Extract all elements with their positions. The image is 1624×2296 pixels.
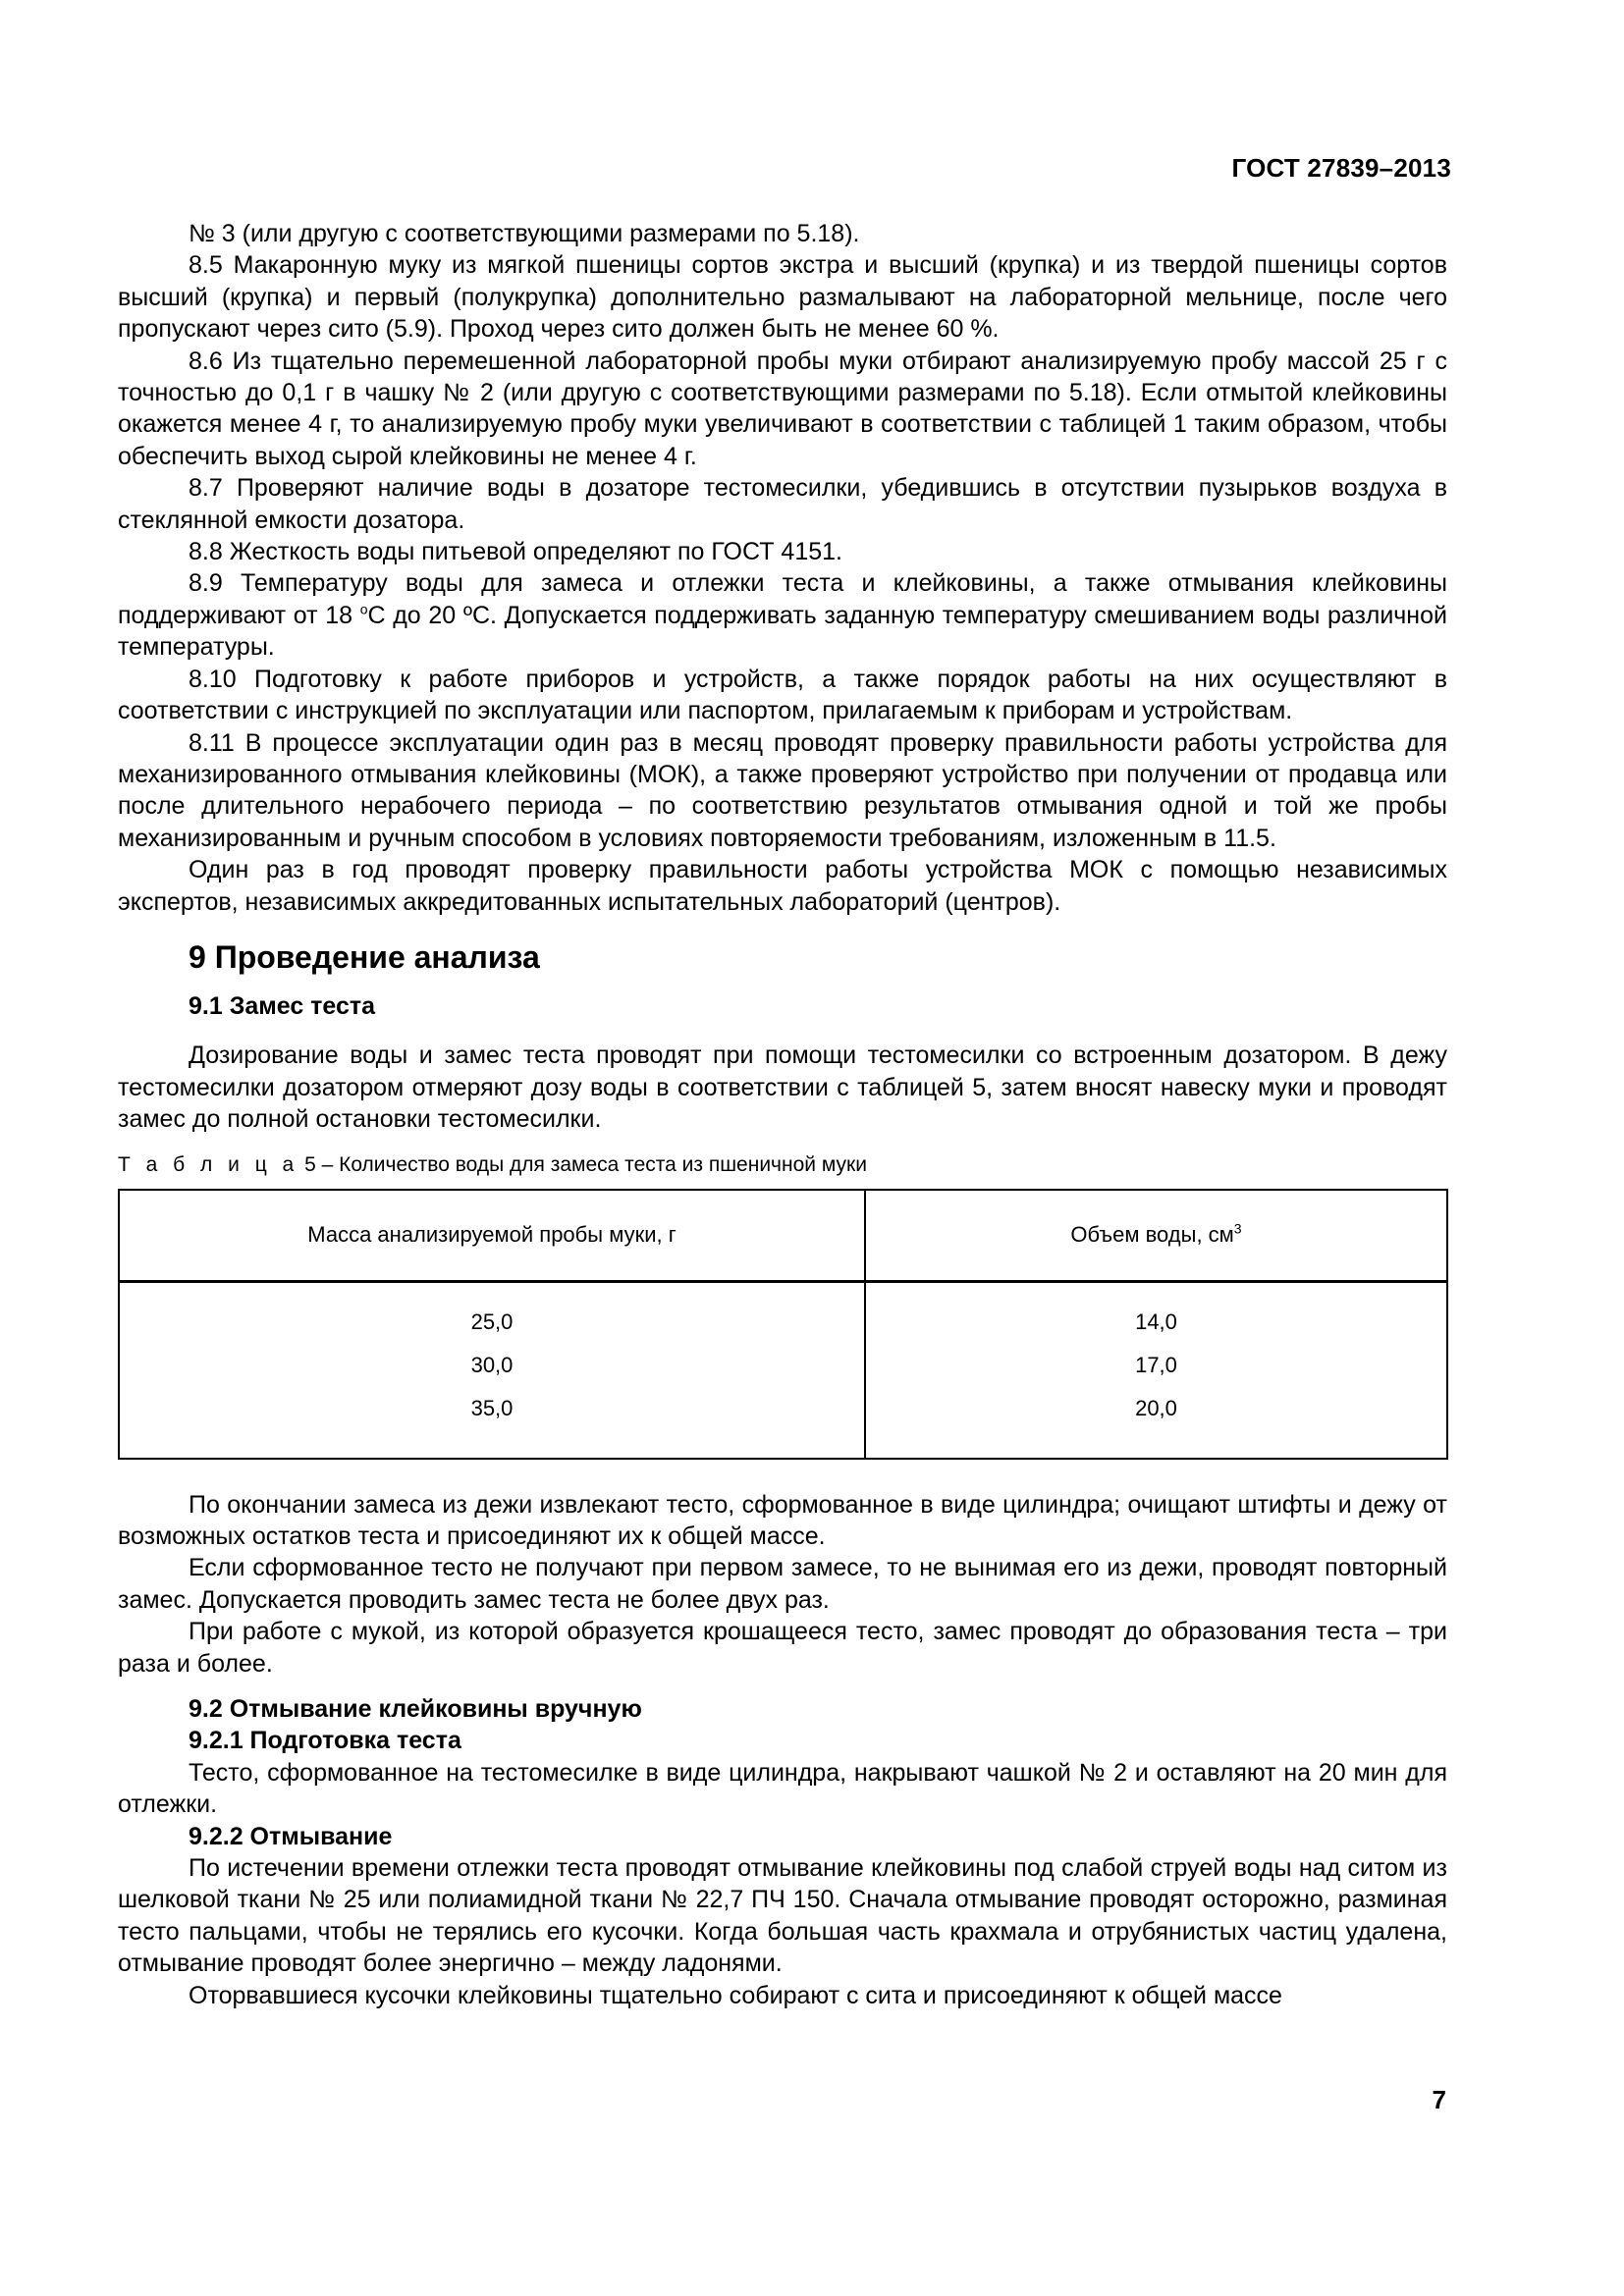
table-caption-word: Т а б л и ц а [118,1152,299,1176]
table-caption-text: 5 – Количество воды для замеса теста из пшеничной муки [304,1152,867,1176]
header-water-volume-text: Объем воды, см [1070,1221,1234,1247]
paragraph-8-11: 8.11 В процессе эксплуатации один раз в месяц проводят проверку правильности работы устройства для механизированного отмывания клейковины (МОК), а также проверяют устройство при получении от продавца или после длительного нерабочего периода – по соответствию результатов отмывания одной и той же пробы механизированным и ручным способом в условиях повторяемости требованиям, изложенным в 11.5. [118,728,1447,852]
paragraph-annual-check: Один раз в год проводят проверку правильности работы устройства МОК с помощью независимых экспертов, независимых аккредитованных испытательных лабораторий (центров). [118,856,1447,916]
paragraph-after-table-1: По окончании замеса из дежи извлекают тесто, сформованное в виде цилиндра; очищают штифты и дежу от возможных остатков теста и присоединяют их к общей массе. [118,1490,1447,1550]
flour-mass-values [119,1281,865,1459]
paragraph-8-10: 8.10 Подготовку к работе приборов и устройств, а также порядок работы на них осуществляют в соответствии с инструкцией по эксплуатации или паспортом, прилагаемым к приборам и устройствам. [118,665,1447,725]
section-9-2-title: 9.2 Отмывание клейковины вручную [189,1695,642,1723]
header-water-volume [865,1190,1447,1282]
table-cell: 30,0 [470,1352,514,1377]
table-cell: 20,0 [1135,1395,1177,1420]
paragraph-9-2-1: Тесто, сформованное на тестомесилке в виде цилиндра, накрывают чашкой № 2 и оставляют на 20 мин для отлежки. [118,1758,1447,1819]
paragraph-8-5: 8.5 Макаронную муку из мягкой пшеницы сортов экстра и высший (крупка) и из твердой пшеницы сортов высший (крупка) и первый (полукрупка) дополнительно размалывают на лабораторной мельнице, после чего пропускают через сито (5.9). Проход через сито должен быть не менее 60 %. [118,251,1447,344]
section-9-2-2-title: 9.2.2 Отмывание [189,1822,393,1850]
paragraph: № 3 (или другую с соответствующими размерами по 5.18). [189,220,860,247]
table-cell: 35,0 [470,1395,514,1420]
body-text [118,218,1447,2011]
paragraph-8-9 [118,567,1447,663]
page-number: 7 [1432,2085,1446,2114]
section-9-2-1-title: 9.2.1 Подготовка теста [189,1727,461,1755]
paragraph-after-table-3: При работе с мукой, из которой образуется крошащееся тесто, замес проводят до образования теста – три раза и более. [118,1618,1447,1678]
paragraph-8-6: 8.6 Из тщательно перемешенной лабораторной пробы муки отбирают анализируемую пробу массой 25 г с точностью до 0,1 г в чашку № 2 (или другую с соответствующими размерами по 5.18). Если отмытой клейковины окажется менее 4 г, то анализируемую пробу муки увеличивают в соответствии с таблицей 1 таким образом, чтобы обеспечить выход сырой клейковины не менее 4 г. [118,347,1447,470]
paragraph-9-1: Дозирование воды и замес теста проводят при помощи тестомесилки со встроенным дозатором. В дежу тестомесилки дозатором отмеряют дозу воды в соответствии с таблицей 5, затем вносят навеску муки и проводят замес до полной остановки тестомесилки. [118,1041,1447,1134]
table-row [119,1281,1447,1459]
paragraph-9-2-2-b: Оторвавшиеся кусочки клейковины тщательно собирают с сита и присоединяют к общей массе [189,1981,1282,2009]
p89-part2: С до 20 ºС. Допускается поддерживать заданную температуру смешиванием воды различной температуры. [118,601,1447,662]
table-caption [118,1151,1447,1179]
paragraph-9-2-2-a: По истечении времени отлежки теста проводят отмывание клейковины под слабой струей воды над ситом из шелковой ткани № 25 или полиамидной ткани № 22,7 ПЧ 150. Сначала отмывание проводят осторожно, разминая тесто пальцами, чтобы не терялись его кусочки. Когда большая часть крахмала и отрубянистых частиц удалена, отмывание проводят более энергично – между ладонями. [118,1854,1447,1978]
p89-part1: 8.9 Температуру воды для замеса и отлежки теста и клейковины, а также отмывания клейковины поддерживают от 18 [118,569,1447,629]
section-9-title: 9 Проведение анализа [189,938,540,975]
paragraph-after-table-2: Если сформованное тесто не получают при первом замесе, то не вынимая его из дежи, проводят повторный замес. Допускается проводить замес теста не более двух раз. [118,1554,1447,1614]
table-header-row [119,1190,1447,1282]
table-cell: 14,0 [1135,1308,1177,1334]
water-quantity-table [118,1189,1448,1460]
paragraph-8-8: 8.8 Жесткость воды питьевой определяют по ГОСТ 4151. [189,538,842,566]
paragraph-8-7: 8.7 Проверяют наличие воды в дозаторе тестомесилки, убедившись в отсутствии пузырьков воздуха в стеклянной емкости дозатора. [118,474,1447,534]
standard-header: ГОСТ 27839–2013 [1231,153,1451,183]
header-flour-mass: Масса анализируемой пробы муки, г [119,1190,865,1282]
cubic-superscript: 3 [1233,1220,1242,1237]
water-volume-values [865,1281,1447,1459]
table-cell: 25,0 [470,1308,514,1334]
section-9-1-title: 9.1 Замес теста [189,991,376,1020]
degree-superscript: о [359,601,368,617]
table-cell: 17,0 [1135,1352,1177,1377]
